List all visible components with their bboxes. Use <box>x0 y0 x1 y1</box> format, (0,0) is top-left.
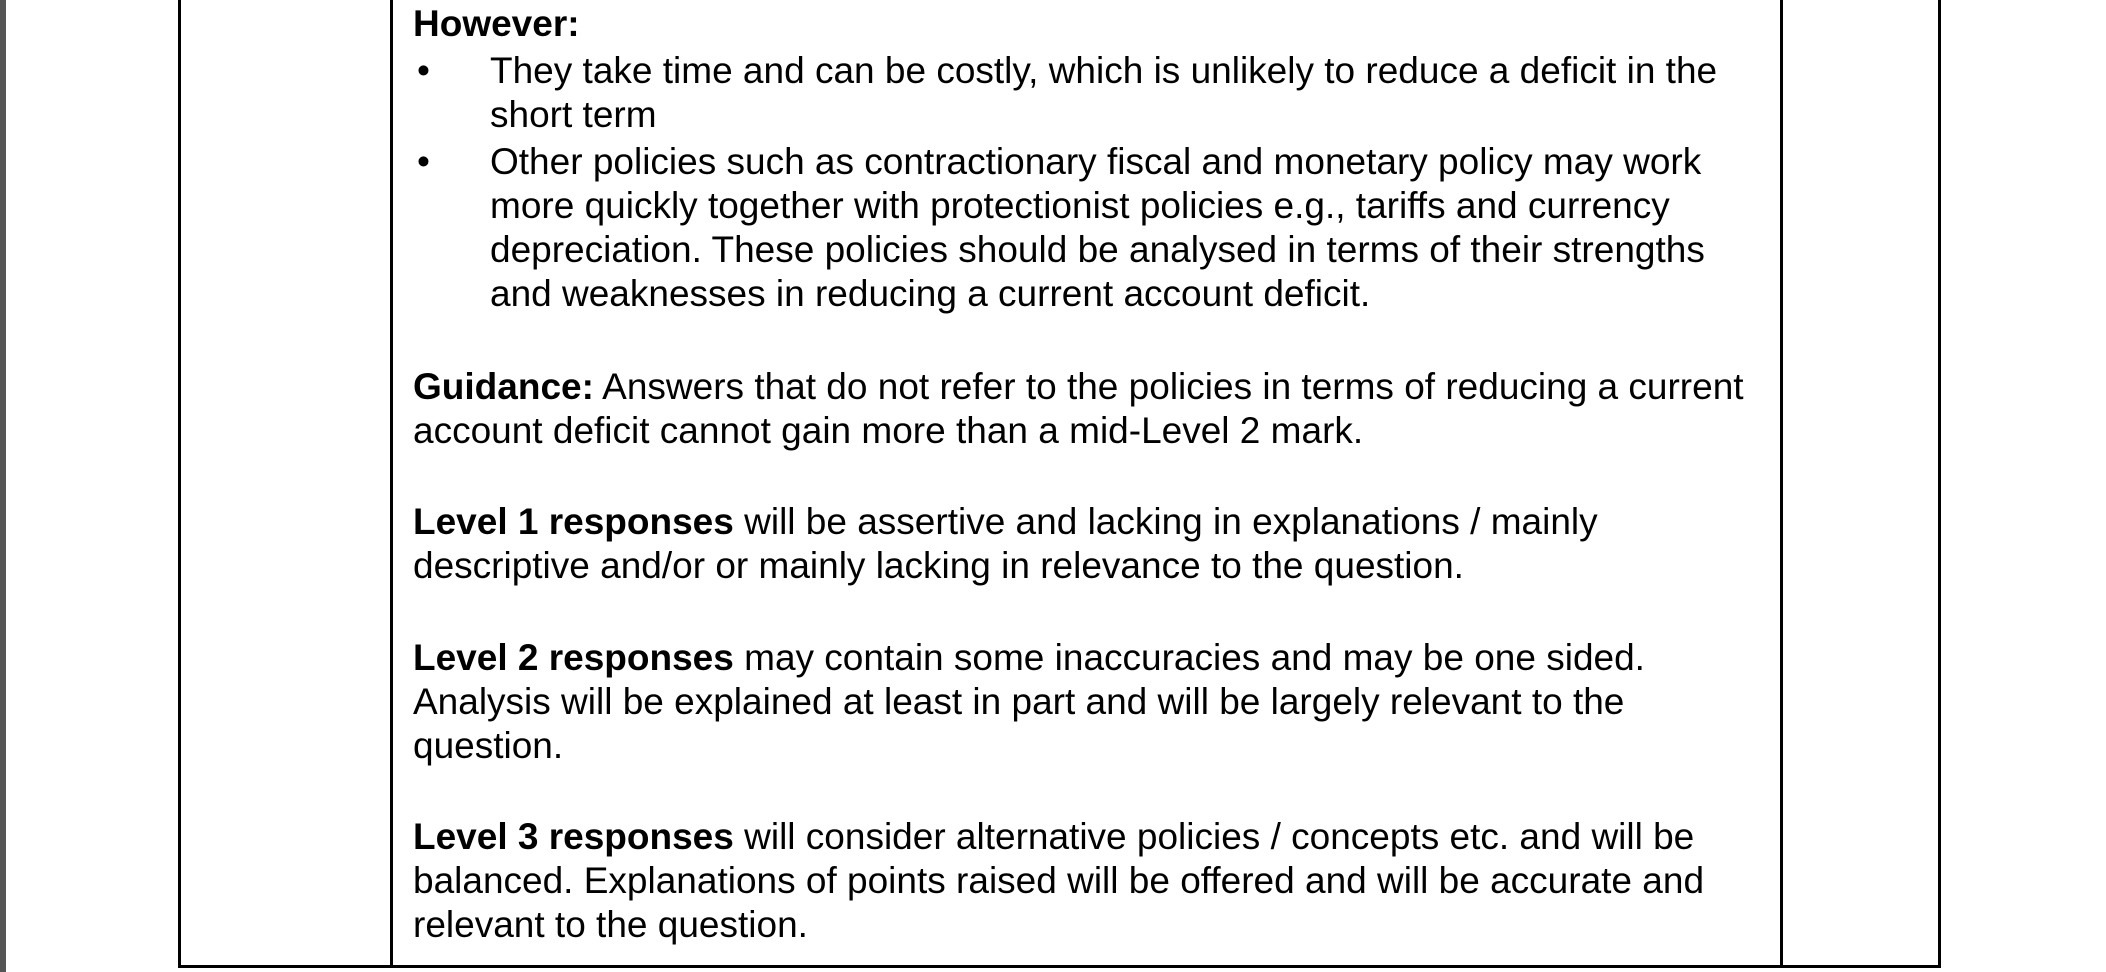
table-border-left <box>178 0 181 968</box>
however-bullet-list <box>413 49 1773 319</box>
level-1-text: will be assertive and lacking in explanations / mainly descriptive and/or or mainly lacking in relevance to the question. <box>413 501 1598 586</box>
level-3-label: Level 3 responses <box>413 816 734 857</box>
table-column-divider-2 <box>1780 0 1783 968</box>
table-column-divider-1 <box>390 0 393 968</box>
bullet-text: They take time and can be costly, which is unlikely to reduce a deficit in the short term <box>490 50 1718 135</box>
level-2-text: may contain some inaccuracies and may be one sided. Analysis will be explained at least in part and will be largely relevant to the question. <box>413 637 1645 766</box>
bullet-marker: • <box>417 141 430 182</box>
guidance-text: Answers that do not refer to the policies in terms of reducing a current account deficit cannot gain more than a mid-Level 2 mark. <box>413 366 1744 451</box>
list-item <box>413 49 1773 137</box>
bullet-marker: • <box>417 50 430 91</box>
bullet-text: Other policies such as contractionary fiscal and monetary policy may work more quickly together with protectionist policies e.g., tariffs and currency depreciation. These policies should be analysed in terms of their strengths and weaknesses in reducing a current account deficit. <box>490 141 1705 314</box>
level-2-paragraph <box>413 636 1773 768</box>
level-1-paragraph <box>413 500 1773 588</box>
level-3-paragraph <box>413 815 1773 947</box>
guidance-paragraph <box>413 365 1773 453</box>
level-1-label: Level 1 responses <box>413 501 734 542</box>
guidance-label: Guidance: <box>413 366 594 407</box>
list-item <box>413 140 1773 316</box>
level-2-label: Level 2 responses <box>413 637 734 678</box>
however-heading: However: <box>413 3 580 44</box>
table-border-bottom <box>178 965 1941 968</box>
level-3-text: will consider alternative policies / concepts etc. and will be balanced. Explanations of points raised will be offered and will be accurate and relevant to the question. <box>413 816 1705 945</box>
table-border-right <box>1938 0 1941 968</box>
